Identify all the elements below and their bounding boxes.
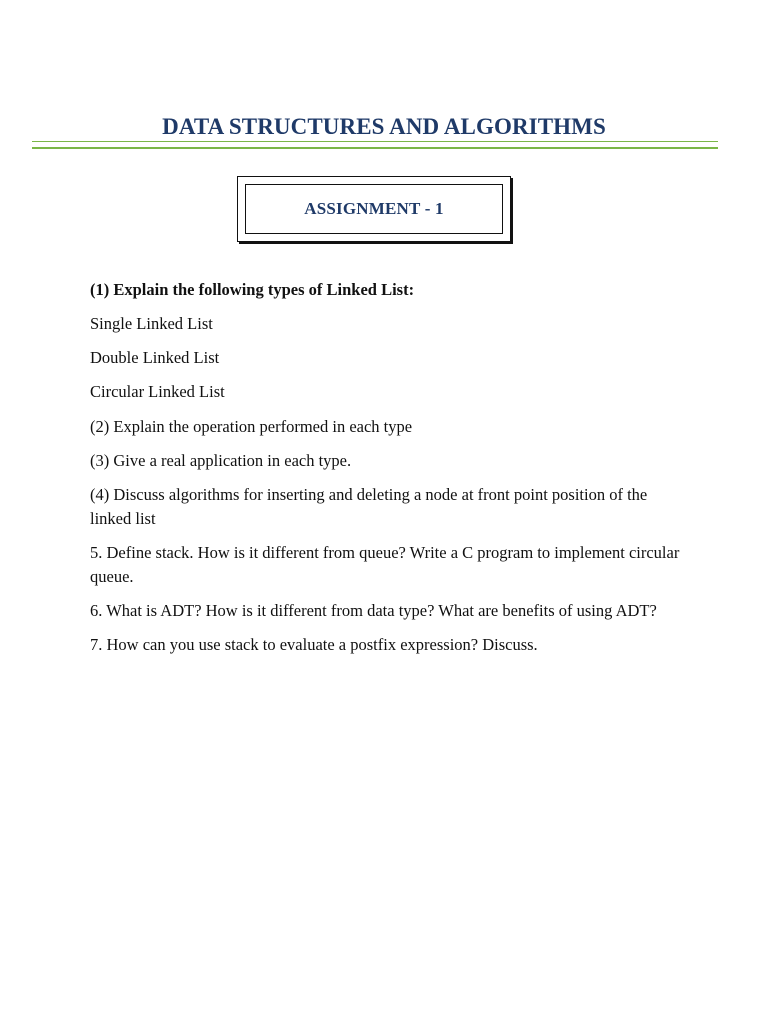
question-6: 6. What is ADT? How is it different from data type? What are benefits of using ADT? — [90, 601, 657, 620]
assignment-box — [237, 176, 511, 242]
question-2: (2) Explain the operation performed in each type — [90, 417, 413, 436]
title-rule-bottom — [32, 147, 718, 149]
question-7: 7. How can you use stack to evaluate a postfix expression? Discuss. — [90, 635, 538, 654]
questions-list — [90, 278, 680, 657]
list-item-single-linked-list: Single Linked List — [90, 314, 213, 333]
assignment-label: ASSIGNMENT - 1 — [304, 199, 444, 218]
question-3: (3) Give a real application in each type. — [90, 451, 352, 470]
document-title: DATA STRUCTURES AND ALGORITHMS — [162, 114, 606, 139]
question-5: 5. Define stack. How is it different from queue? Write a C program to implement circular queue. — [90, 543, 680, 586]
question-4: (4) Discuss algorithms for inserting and deleting a node at front point position of the linked list — [90, 485, 648, 528]
list-item-double-linked-list: Double Linked List — [90, 348, 220, 367]
assignment-box-inner — [245, 184, 503, 234]
title-rule-top — [32, 141, 718, 142]
question-1-heading: (1) Explain the following types of Linked List: — [90, 280, 415, 299]
list-item-circular-linked-list: Circular Linked List — [90, 382, 225, 401]
